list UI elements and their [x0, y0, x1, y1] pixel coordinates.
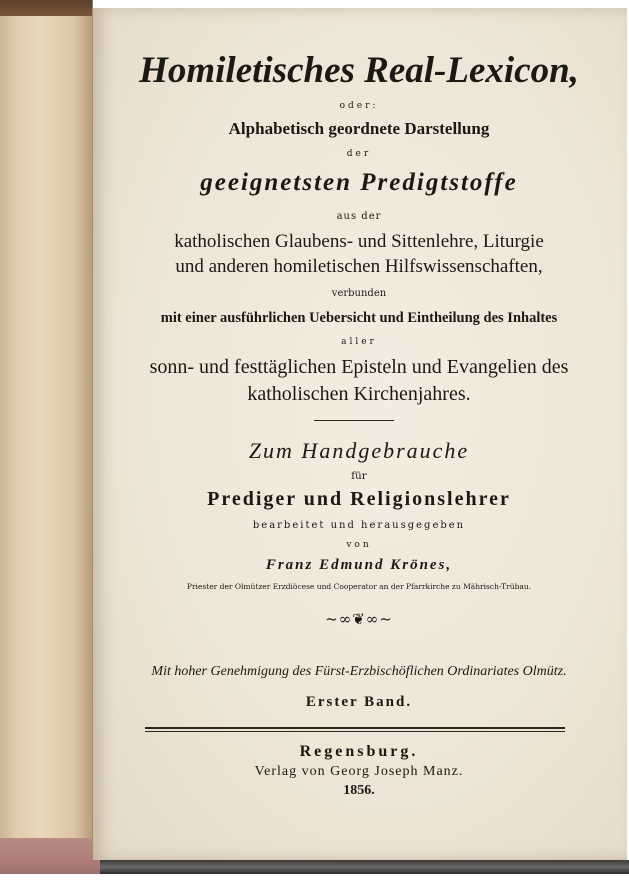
sources-line-1: katholischen Glaubens- und Sittenlehre, Liturgie: [174, 231, 544, 252]
publication-year: 1856.: [343, 783, 375, 798]
volume-label: Erster Band.: [305, 694, 413, 710]
page-bottom-edge: [100, 860, 629, 874]
sources-line-2: und anderen homiletischen Hilfswissenschaften,: [175, 256, 543, 277]
gospels-line-2: katholischen Kirchenjahres.: [247, 383, 471, 405]
short-divider: [314, 420, 394, 421]
gospels-line-1: sonn- und festtäglichen Episteln und Evangelien des: [149, 356, 569, 378]
book-cloth-corner: [0, 838, 100, 874]
edited-line: bearbeitet und herausgegeben: [252, 520, 466, 531]
ornament-flourish: ~∞❦∞~: [325, 610, 393, 628]
overview-line: mit einer ausführlichen Uebersicht und Eintheilung des Inhaltes: [160, 310, 558, 326]
subtitle: Alphabetisch geordnete Darstellung: [228, 119, 490, 138]
author-name: Franz Edmund Krönes,: [265, 557, 453, 573]
approval-line: Mit hoher Genehmigung des Fürst-Erzbischöflichen Ordinariates Olmütz.: [151, 664, 567, 679]
book-spine-edge: [0, 0, 93, 872]
connector-der: der: [346, 149, 372, 159]
connector-aller: aller: [341, 337, 377, 347]
author-title: Priester der Olmützer Erzdiöcese und Cooperator an der Pfarrkirche zu Mährisch-Trübau.: [186, 582, 532, 591]
audience-line: Prediger und Religionslehrer: [207, 488, 511, 510]
purpose-line: Zum Handgebrauche: [248, 438, 470, 463]
connector-fuer: für: [351, 470, 367, 482]
thin-rule: [145, 731, 565, 732]
book-title: Homiletisches Real-Lexicon,: [139, 50, 579, 91]
connector-aus-der: aus der: [336, 211, 382, 222]
heading-predigtstoffe: geeignetsten Predigtstoffe: [200, 169, 518, 196]
connector-oder: oder:: [339, 101, 379, 111]
connector-verbunden: verbunden: [331, 288, 387, 299]
publisher-line: Verlag von Georg Joseph Manz.: [254, 764, 464, 779]
thick-rule: [145, 727, 565, 729]
place-of-publication: Regensburg.: [299, 743, 419, 760]
book-cover-edge: [0, 0, 92, 16]
connector-von: von: [346, 540, 372, 550]
